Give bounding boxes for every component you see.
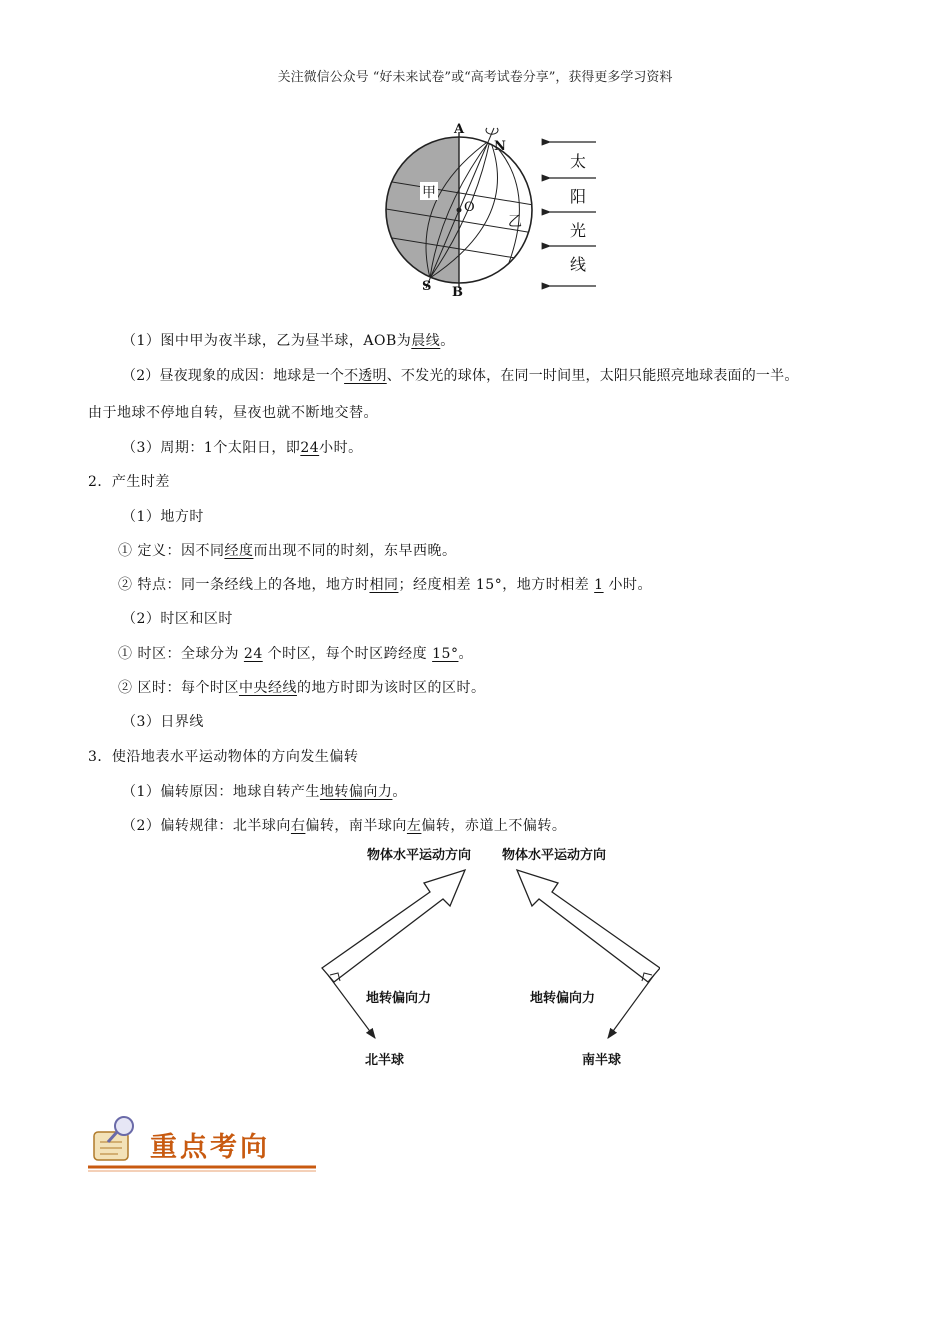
page-header: 关注微信公众号 “好未来试卷”或“高考试卷分享”，获得更多学习资料 — [277, 70, 673, 85]
label-jia: 甲 — [422, 185, 436, 201]
text-line-2: （2）昼夜现象的成因：地球是一个不透明、不发光的球体，在同一时间里，太阳只能照亮地球表面的一半。 — [122, 368, 799, 384]
section-heading-2: 2．产生时差 — [88, 474, 170, 490]
section-heading-3: 3．使沿地表水平运动物体的方向发生偏转 — [88, 749, 359, 765]
text-line-10: ① 时区：全球分为 24 个时区，每个时区跨经度 15°。 — [118, 646, 473, 662]
sunlight-char-3: 光 — [570, 221, 587, 240]
text-line-9: （2）时区和区时 — [122, 611, 233, 627]
sunlight-char-4: 线 — [570, 255, 587, 274]
label-B: B — [452, 285, 463, 300]
deflection-diagram — [300, 842, 660, 1077]
text-line-8: ② 特点：同一条经线上的各地，地方时相同；经度相差 15°，地方时相差 1 小时。 — [118, 577, 653, 593]
day-night-globe-figure — [380, 118, 610, 303]
sunlight-char-1: 太 — [570, 152, 587, 171]
label-N: N — [494, 139, 506, 154]
force-label-left: 地转偏向力 — [366, 991, 432, 1006]
section-title: 重点考向 — [150, 1132, 270, 1163]
text-line-11: ② 区时：每个时区中央经线的地方时即为该时区的区时。 — [118, 680, 486, 696]
label-O: O — [464, 200, 475, 215]
text-line-7: ① 定义：因不同经度而出现不同的时刻，东早西晚。 — [118, 543, 457, 559]
force-label-right: 地转偏向力 — [530, 991, 596, 1006]
motion-label-right: 物体水平运动方向 — [502, 848, 607, 863]
text-line-6: （1）地方时 — [122, 509, 204, 525]
sunlight-char-2: 阳 — [570, 187, 587, 206]
text-line-12: （3）日界线 — [122, 714, 204, 730]
south-hemisphere-label: 南半球 — [582, 1053, 622, 1068]
notepad-icon — [94, 1132, 128, 1160]
text-line-15: （2）偏转规律：北半球向右偏转，南半球向左偏转，赤道上不偏转。 — [122, 818, 567, 834]
text-line-14: （1）偏转原因：地球自转产生地转偏向力。 — [122, 784, 407, 800]
motion-label-left: 物体水平运动方向 — [367, 848, 472, 863]
label-S: S — [422, 279, 432, 294]
text-line-3: 由于地球不停地自转，昼夜也就不断地交替。 — [88, 405, 378, 421]
label-A: A — [454, 122, 465, 137]
label-yi: 乙 — [508, 214, 522, 230]
north-hemisphere-label: 北半球 — [365, 1053, 405, 1068]
text-line-4: （3）周期：1个太阳日，即24小时。 — [122, 440, 363, 456]
text-line-1: （1）图中甲为夜半球，乙为昼半球，AOB为晨线。 — [122, 333, 455, 349]
